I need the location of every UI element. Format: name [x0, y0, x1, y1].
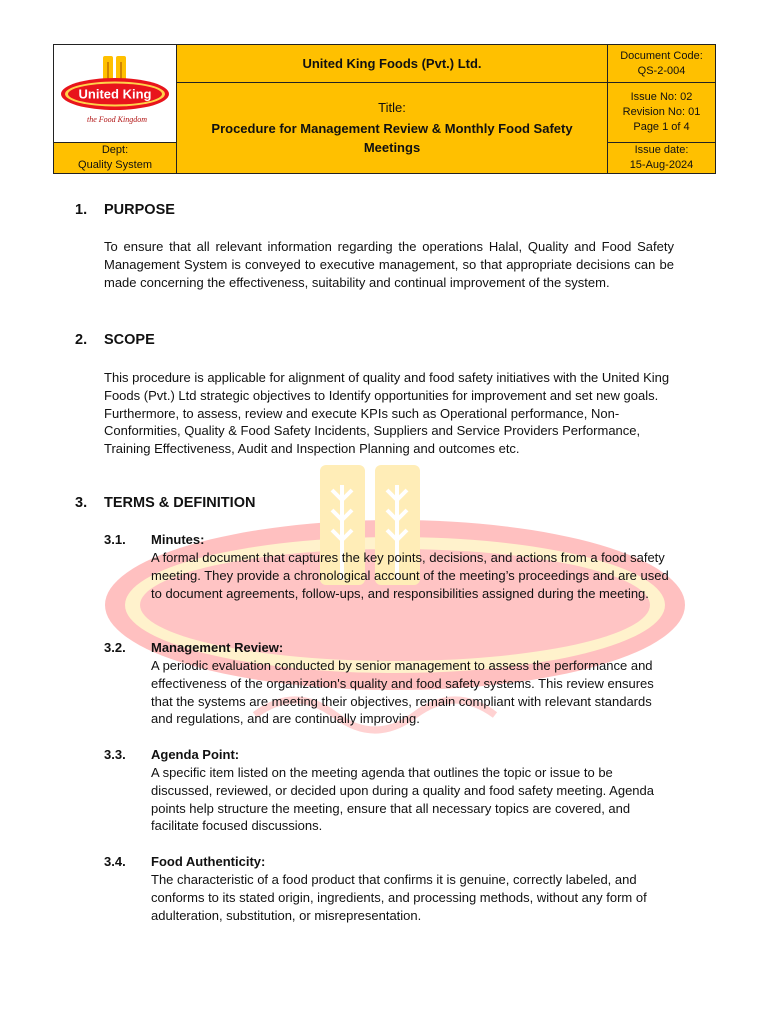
logo-cell	[54, 45, 177, 143]
term-definition: A specific item listed on the meeting agenda that outlines the topic or issue to be discussed, reviewed, or decided upon during a quality and food safety meeting. Agenda points help structure the meeting, ensure that all necessary topics are covered, and facilitate focused discussions.	[151, 765, 655, 834]
scope-text: This procedure is applicable for alignment of quality and food safety initiatives with the United King Foods (Pvt.) Ltd strategic objectives to Identify opportunities for improvement and set new goals. Furthermore, to assess, review and execute KPIs such as Operational performance, Non-Conformities, Quality & Food Safety Incidents, Suppliers and Service Providers Performance, Training Effectiveness, Audit and Inspection Planning and outcomes etc.	[104, 370, 670, 457]
revision-number: Revision No: 01	[622, 106, 701, 118]
section-heading-purpose: 1. PURPOSE	[75, 202, 175, 218]
term-definition: A periodic evaluation conducted by senior management to assess the performance and effectiveness of the organization's quality and food safety systems. This review ensures that the systems are meeting their objectives, remain compliant with relevant standards and regulations, and are continually improving.	[151, 658, 654, 727]
united-king-logo	[59, 52, 171, 130]
dept-label: Dept:	[101, 144, 129, 156]
term-heading: 3.4. Food Authenticity:	[104, 854, 266, 869]
section-heading-terms: 3. TERMS & DEFINITION	[75, 495, 256, 511]
term-definition: The characteristic of a food product that confirms it is genuine, correctly labeled, and conforms to its stated origin, ingredients, and processing methods, without any form of adulteration, substitution, or misrepresentation.	[151, 872, 647, 923]
logo-text: United King	[78, 86, 152, 102]
issue-number: Issue No: 02	[630, 91, 693, 103]
title-cell	[177, 83, 608, 174]
title-label: Title:	[378, 99, 406, 115]
issue-date-cell	[608, 143, 716, 174]
document-code: QS-2-004	[637, 64, 686, 77]
issue-date: 15-Aug-2024	[629, 159, 694, 171]
document-code-cell	[608, 45, 716, 83]
term-definition: A formal document that captures the key points, decisions, and actions from a food safety meeting. They provide a chronological account of the meeting’s proceedings and are used to document agreements, follow-ups, and responsibilities assigned during the meeting.	[151, 550, 669, 601]
revision-cell	[608, 83, 716, 143]
document-header	[53, 44, 716, 174]
term-heading: 3.1. Minutes:	[104, 532, 205, 547]
dept-name: Quality System	[78, 159, 152, 171]
issue-date-label: Issue date:	[634, 144, 689, 156]
term-heading: 3.2. Management Review:	[104, 640, 284, 655]
purpose-text: To ensure that all relevant information regarding the operations Halal, Quality and Food Safety Management System is conveyed to executive management, so that appropriate decisions can be made concerning the effectiveness, suitability and continual improvement of the system.	[104, 239, 674, 290]
term-heading: 3.3. Agenda Point:	[104, 747, 240, 762]
dept-cell	[54, 143, 177, 174]
logo-tagline: the Food Kingdom	[87, 115, 147, 124]
company-name-cell	[177, 45, 608, 83]
page-number: Page 1 of 4	[633, 121, 690, 133]
document-title: Procedure for Management Review & Monthly Food Safety Meetings	[211, 120, 573, 155]
document-code-label: Document Code:	[620, 49, 703, 62]
section-heading-scope: 2. SCOPE	[75, 332, 155, 348]
company-name: United King Foods (Pvt.) Ltd.	[302, 55, 482, 71]
